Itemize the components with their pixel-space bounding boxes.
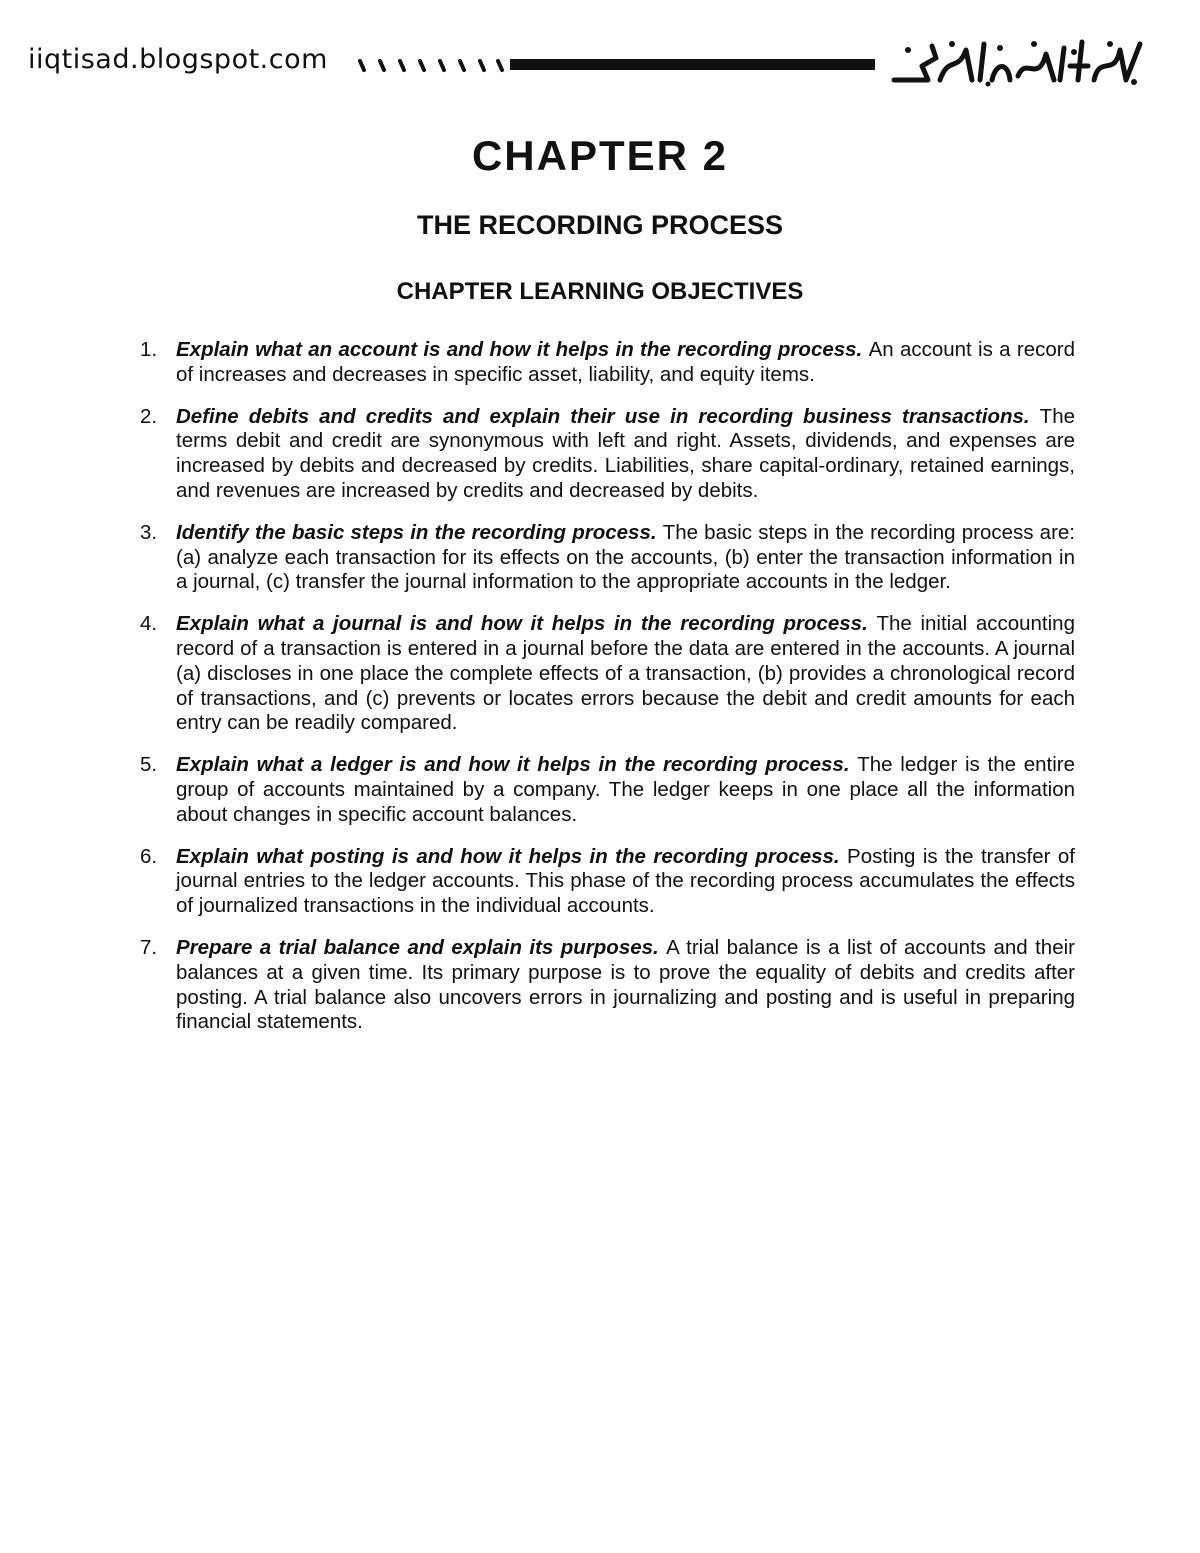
objective-lead: Explain what a journal is and how it helps in the recording process.	[176, 612, 877, 636]
objective-lead: Prepare a trial balance and explain its purposes.	[176, 935, 667, 959]
objective-item	[140, 753, 1075, 827]
objective-number: 7.	[140, 935, 158, 959]
objective-item	[140, 612, 1075, 736]
site-name: iiqtisad.blogspot.com	[28, 44, 328, 75]
objective-item	[140, 845, 1075, 919]
arabic-calligraphy-logo-icon	[888, 36, 1146, 88]
objective-number: 2.	[140, 404, 158, 428]
objective-text: A trial balance is a list of accounts and their balances at a given time. Its primary purpose is to prove the equality of debits and credits after posting. A trial balance also uncovers errors in journalizing and posting and is useful in preparing financial statements.	[176, 935, 1075, 1034]
objective-lead: Identify the basic steps in the recording process.	[176, 520, 663, 544]
objective-item	[140, 936, 1075, 1035]
objective-text: The basic steps in the recording process are: (a) analyze each transaction for its effects on the accounts, (b) enter the transaction information in a journal, (c) transfer the journal information to the appropriate accounts in the ledger.	[176, 520, 1075, 594]
objective-number: 5.	[140, 753, 158, 777]
objective-number: 4.	[140, 612, 158, 636]
objective-number: 1.	[140, 338, 158, 361]
objective-item	[140, 405, 1075, 504]
objective-text: An account is a record of increases and decreases in specific asset, liability, and equity items.	[176, 338, 1075, 386]
objective-lead: Define debits and credits and explain their use in recording business transactions.	[176, 404, 1040, 428]
objectives-list	[140, 338, 1075, 1052]
objectives-heading: CHAPTER LEARNING OBJECTIVES	[396, 278, 804, 305]
objective-lead: Explain what a ledger is and how it helps in the recording process.	[176, 753, 858, 777]
objective-item	[140, 338, 1075, 388]
objective-text: The initial accounting record of a transaction is entered in a journal before the data are entered in the accounts. A journal (a) discloses in one place the complete effects of a transaction, (b) provides a chronological record of transactions, and (c) prevents or locates errors because the debit and credit amounts for each entry can be readily compared.	[176, 612, 1075, 735]
objective-text: The terms debit and credit are synonymous with left and right. Assets, dividends, and expenses are increased by debits and decreased by credits. Liabilities, share capital-ordinary, retained earnings, and revenues are increased by credits and decreased by debits.	[176, 404, 1075, 502]
header-rule	[510, 59, 875, 70]
chapter-subtitle: THE RECORDING PROCESS	[416, 210, 784, 240]
objective-item	[140, 521, 1075, 595]
objective-number: 6.	[140, 844, 158, 868]
tick-marks-decoration	[356, 55, 506, 75]
objective-lead: Explain what posting is and how it helps in the recording process.	[176, 844, 848, 868]
objective-lead: Explain what an account is and how it helps in the recording process.	[176, 338, 869, 361]
objective-text: The ledger is the entire group of accounts maintained by a company. The ledger keeps in one place all the information about changes in specific account balances.	[176, 753, 1075, 826]
page-header	[0, 0, 1200, 110]
objective-number: 3.	[140, 520, 158, 544]
objective-text: Posting is the transfer of journal entries to the ledger accounts. This phase of the recording process accumulates the effects of journalized transactions in the individual accounts.	[176, 844, 1075, 918]
chapter-title: CHAPTER 2	[471, 132, 729, 179]
